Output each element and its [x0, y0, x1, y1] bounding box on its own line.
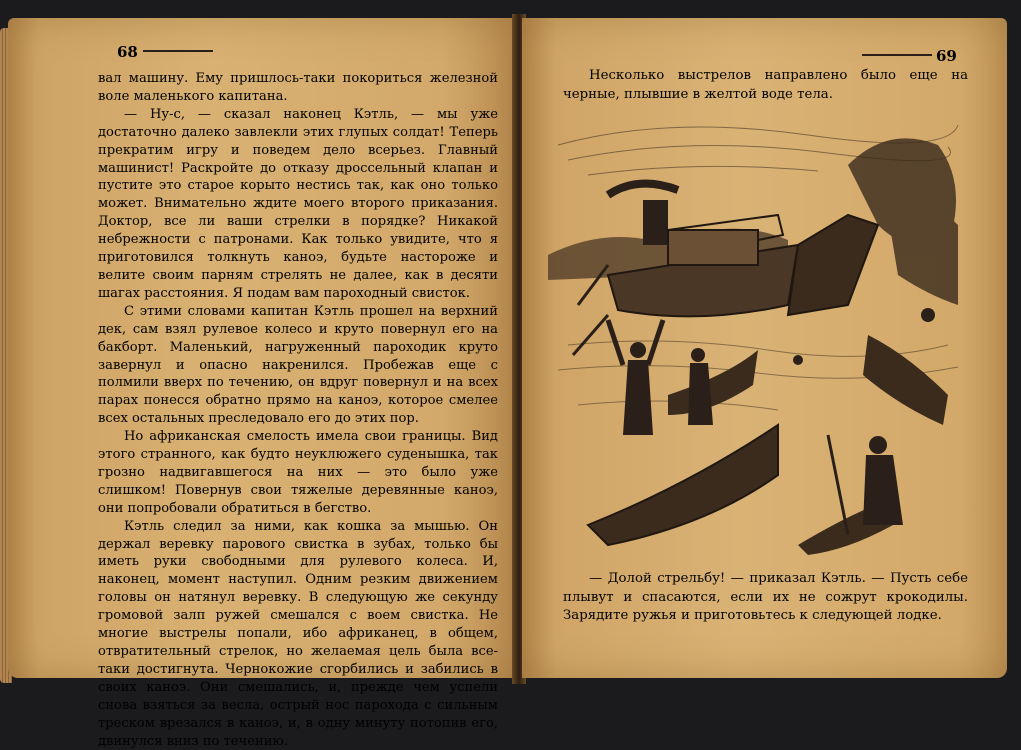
- illustration: [548, 105, 968, 560]
- paragraph: — Ну-с, — сказал наконец Кэтль, — мы уже достаточно далеко завлекли этих глупых солдат! Теперь прекратим игру и поведем дело всерьез. Главный машинист! Раскройте до отказу дроссельный клапан и пустите это старое корыто нестись так, как оно только может. Внимательно ждите моего второго приказания. Доктор, все ли ваши стрелки в порядке? Никакой небрежности с патронами. Как только увидите, что я приготовился толкнуть каноэ, будьте настороже и велите своим парням стрелять не далее, как в десяти шагах расстояния. Я подам вам пароходный свисток.: [98, 106, 498, 301]
- illustration-caption-bottom: — Долой стрельбу! — приказал Кэтль. — Пусть себе плывут и спасаются, если их не сожрут крокодилы. Зарядите ружья и приготовьтесь к следующей лодке.: [563, 571, 968, 623]
- right-header-rule: [862, 54, 932, 56]
- left-page-text: [98, 70, 498, 750]
- illustration-caption-top: Несколько выстрелов направлено было еще на черные, плывшие в желтой воде тела.: [563, 68, 968, 102]
- paragraph: С этими словами капитан Кэтль прошел на верхний дек, сам взял рулевое колесо и круто повернул его на бакборт. Маленький, нагруженный пароходик круто завернул и опасно накренился. Пробежав еще с полмили вверх по течению, он вдруг повернул и на всех парах понесся обратно прямо на каноэ, которое смелее всех остальных преследовало его до этих пор.: [98, 303, 498, 427]
- paragraph: Кэтль следил за ними, как кошка за мышью. Он держал веревку парового свистка в зубах, только бы иметь руки свободными для рулевого колеса. И, наконец, момент наступил. Одним резким движением головы он натянул веревку. В следующую же секунду громовой залп ружей смешался с воем свистка. Не многие выстрелы попали, ибо африканец, в общем, отвратительный стрелок, но желаемая цель была все-таки достигнута. Чернокожие сгорбились и забились в своих каноэ. Они смешались, и, прежде чем успели снова взяться за весла, острый нос парохода с сильным треском врезался в каноэ, и, в одну минуту потопив его, двинулся вниз по течению.: [98, 518, 498, 749]
- paragraph: вал машину. Ему пришлось-таки покориться железной воле маленького капитана.: [98, 71, 498, 104]
- right-page-number: 69: [936, 47, 957, 65]
- left-page-number: 68: [117, 43, 138, 61]
- left-header-rule: [143, 50, 213, 52]
- paragraph: Но африканская смелость имела свои границы. Вид этого странного, как будто неуклюжего суденышка, так грозно надвигавшегося на них — это было уже слишком! Повернув свои тяжелые деревянные каноэ, они попробовали обратиться в бегство.: [98, 429, 498, 516]
